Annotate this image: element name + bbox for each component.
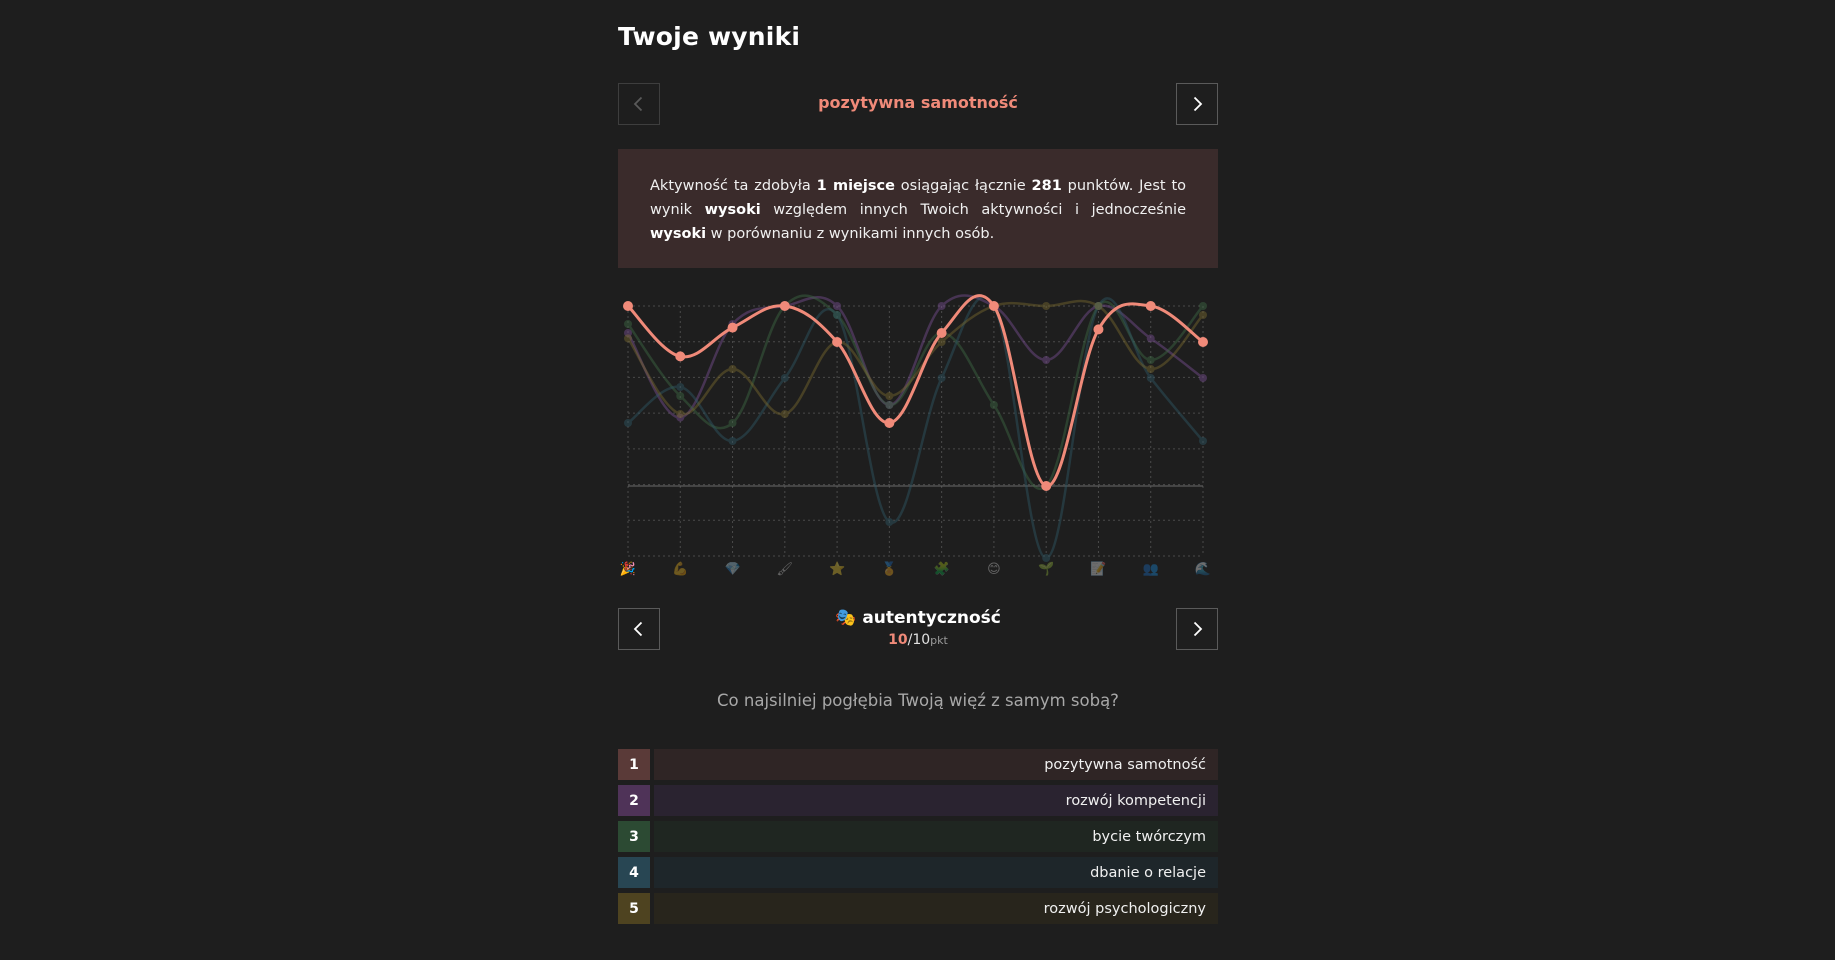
series-point[interactable]: [833, 302, 841, 310]
chevron-right-icon: [1188, 95, 1206, 113]
score-value: 10: [888, 632, 908, 648]
series-point[interactable]: [1042, 554, 1050, 562]
series-point[interactable]: [938, 302, 946, 310]
series-path: [628, 296, 1203, 489]
ranking-number: 3: [618, 821, 650, 852]
category-icon[interactable]: 😊: [987, 562, 1001, 577]
ranking-number: 4: [618, 857, 650, 888]
series-point[interactable]: [937, 328, 947, 338]
results-line-chart: [618, 293, 1218, 583]
series-line: [624, 296, 1207, 490]
question-text: Co najsilniej pogłębia Twoją więź z samym sobą?: [717, 691, 1119, 710]
category-icon[interactable]: 🎉: [619, 562, 637, 577]
category-icon[interactable]: 💎: [724, 562, 741, 577]
series-path: [628, 296, 1203, 487]
series-point[interactable]: [1042, 302, 1050, 310]
category-icon[interactable]: 🧩: [933, 562, 950, 577]
series-point[interactable]: [729, 419, 737, 427]
detail-title: [835, 608, 1001, 628]
series-point[interactable]: [885, 518, 893, 526]
series-point[interactable]: [728, 323, 738, 333]
series-line: [624, 297, 1207, 562]
category-icon[interactable]: 🌊: [1194, 562, 1212, 577]
summary-level-own: wysoki: [704, 202, 761, 218]
detail-score: [618, 632, 1218, 648]
ranking-row[interactable]: [618, 821, 1218, 852]
series-point[interactable]: [1199, 437, 1207, 445]
series-point[interactable]: [729, 365, 737, 373]
score-max: /10: [907, 632, 931, 648]
category-icon[interactable]: 👥: [1142, 562, 1159, 577]
series-point[interactable]: [1147, 365, 1155, 373]
ranking-label: rozwój psychologiczny: [654, 893, 1218, 924]
series-point[interactable]: [675, 351, 685, 361]
series-point[interactable]: [729, 437, 737, 445]
series-point[interactable]: [1199, 311, 1207, 319]
activity-summary: [618, 149, 1218, 268]
series-point[interactable]: [938, 338, 946, 346]
series-point[interactable]: [676, 383, 684, 391]
ranking-label: bycie twórczym: [654, 821, 1218, 852]
summary-text: osiągając łącznie: [894, 178, 1032, 194]
series-point[interactable]: [1147, 374, 1155, 382]
chart-category-icons: [618, 562, 1218, 582]
activity-title: pozytywna samotność: [818, 93, 1018, 112]
ranking-row[interactable]: [618, 893, 1218, 924]
series-line-active: [623, 296, 1208, 491]
series-point[interactable]: [1199, 302, 1207, 310]
ranking-row[interactable]: [618, 785, 1218, 816]
series-point[interactable]: [676, 392, 684, 400]
series-point[interactable]: [832, 337, 842, 347]
series-path: [628, 295, 1203, 417]
series-point[interactable]: [885, 392, 893, 400]
series-point[interactable]: [1041, 481, 1051, 491]
series-point[interactable]: [676, 410, 684, 418]
chevron-right-icon: [1188, 620, 1206, 638]
ranking-label: pozytywna samotność: [654, 749, 1218, 780]
series-point[interactable]: [1042, 356, 1050, 364]
summary-level-others: wysoki: [650, 226, 707, 242]
activity-nav: [618, 83, 1218, 125]
ranking-row[interactable]: [618, 857, 1218, 888]
detail-nav: [618, 608, 1218, 650]
summary-text: w porównaniu z wynikami innych osób.: [706, 226, 995, 242]
series-point[interactable]: [989, 301, 999, 311]
category-icon[interactable]: 🌱: [1038, 562, 1055, 577]
series-point[interactable]: [624, 320, 632, 328]
summary-text: punktów. Jest to wynik: [650, 178, 1186, 218]
category-icon[interactable]: 💪: [672, 562, 689, 577]
detail-name: autentyczność: [862, 608, 1001, 628]
series-point[interactable]: [1198, 337, 1208, 347]
category-icon[interactable]: 📝: [1090, 562, 1107, 577]
ranking-number: 2: [618, 785, 650, 816]
chart-canvas: [618, 293, 1218, 583]
score-unit: pkt: [930, 634, 948, 647]
series-point[interactable]: [833, 311, 841, 319]
page-title: Twoje wyniki: [618, 22, 801, 51]
summary-place: 1 miejsce: [816, 178, 895, 194]
series-point[interactable]: [884, 418, 894, 428]
ranking-label: rozwój kompetencji: [654, 785, 1218, 816]
chart-grid: [628, 306, 1203, 556]
series-point[interactable]: [990, 401, 998, 409]
ranking-number: 1: [618, 749, 650, 780]
series-point[interactable]: [624, 334, 632, 342]
masks-icon: 🎭: [835, 608, 857, 628]
next-activity-button[interactable]: [1176, 83, 1218, 125]
ranking-list: [618, 749, 1218, 929]
ranking-label: dbanie o relacje: [654, 857, 1218, 888]
series-point[interactable]: [781, 374, 789, 382]
series-point[interactable]: [623, 301, 633, 311]
series-point[interactable]: [1147, 334, 1155, 342]
category-icon[interactable]: 🖌: [776, 562, 794, 577]
category-icon[interactable]: 🏅: [881, 562, 898, 577]
summary-text: względem innych Twoich aktywności i jednocześnie: [760, 202, 1186, 218]
series-point[interactable]: [1147, 356, 1155, 364]
summary-text: Aktywność ta zdobyła: [650, 178, 817, 194]
detail-info: [618, 608, 1218, 648]
series-point[interactable]: [1093, 324, 1103, 334]
summary-points: 281: [1031, 178, 1062, 194]
category-icon[interactable]: ⭐: [828, 562, 846, 577]
ranking-number: 5: [618, 893, 650, 924]
series-point[interactable]: [624, 419, 632, 427]
series-point[interactable]: [780, 301, 790, 311]
series-point[interactable]: [938, 374, 946, 382]
ranking-row[interactable]: [618, 749, 1218, 780]
series-point[interactable]: [1094, 302, 1102, 310]
next-detail-button[interactable]: [1176, 608, 1218, 650]
series-path: [628, 297, 1203, 558]
series-point[interactable]: [1146, 301, 1156, 311]
series-point[interactable]: [781, 410, 789, 418]
series-point[interactable]: [885, 401, 893, 409]
series-point[interactable]: [1199, 374, 1207, 382]
